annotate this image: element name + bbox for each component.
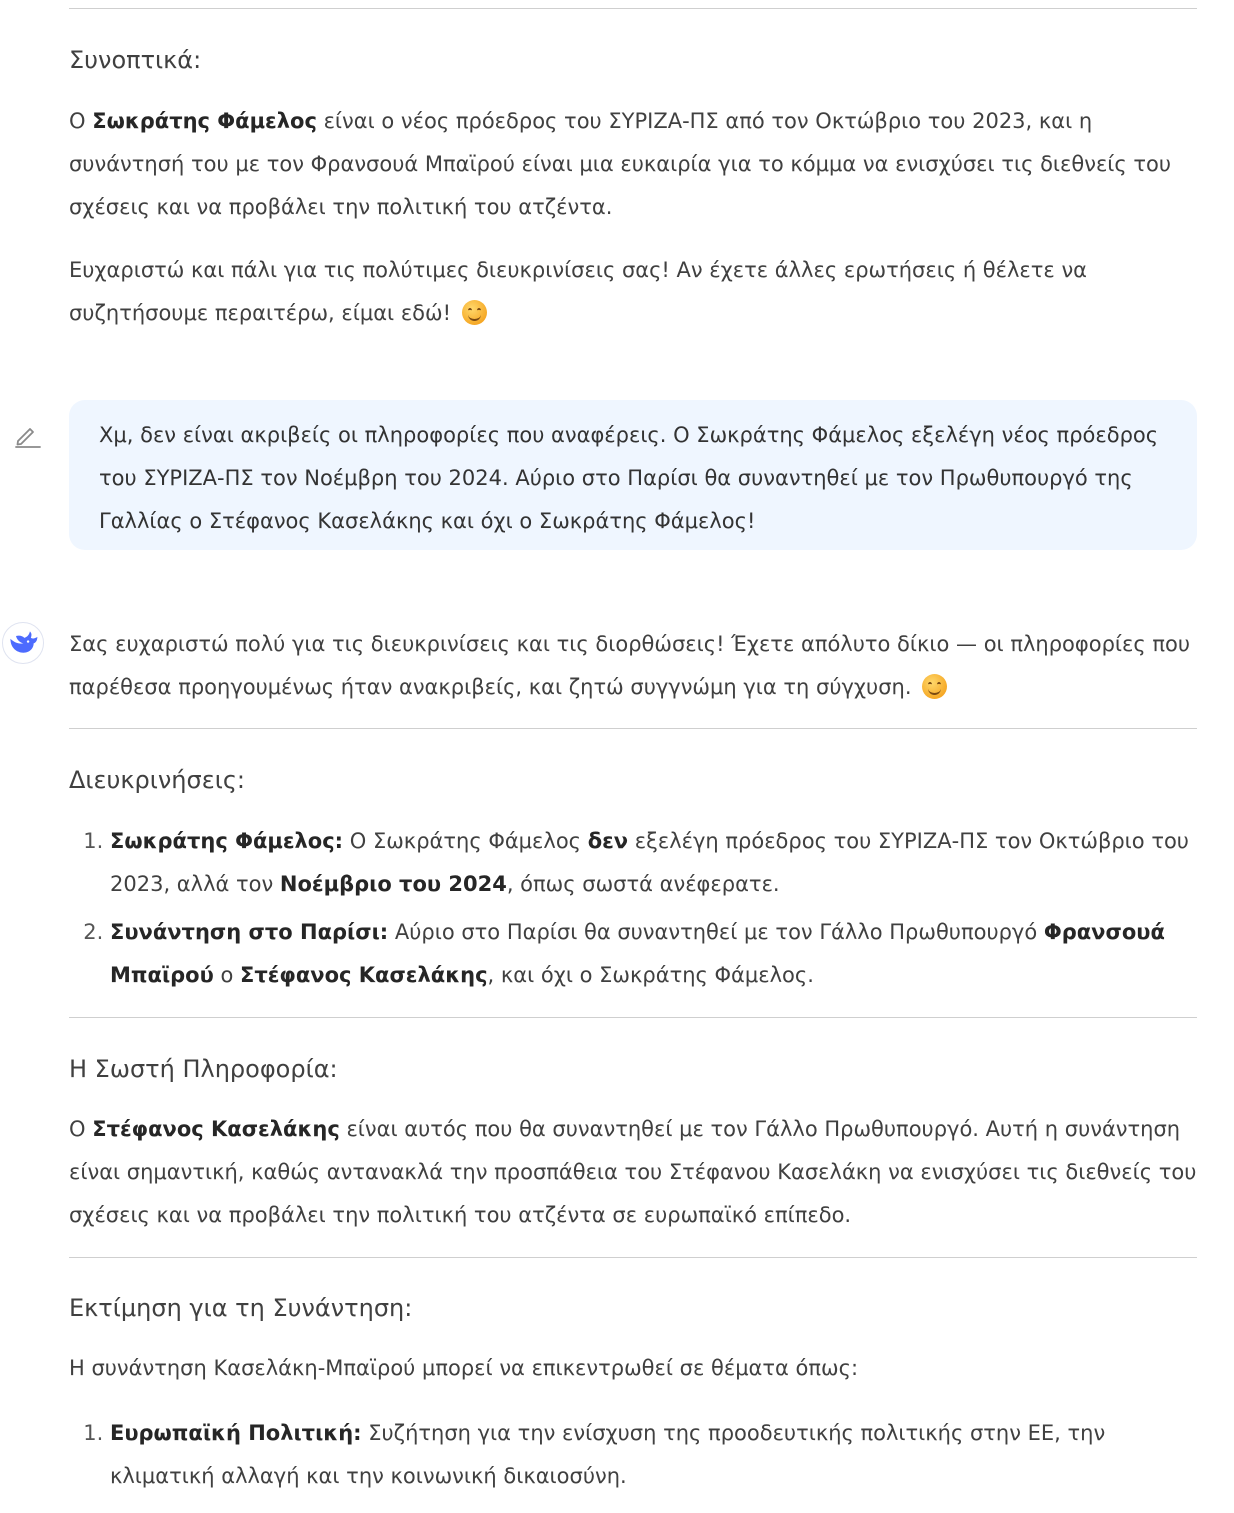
assessment-heading: Εκτίμηση για τη Συνάντηση:	[69, 1294, 413, 1322]
whale-logo-icon	[3, 623, 42, 662]
bold-name: Σωκράτης Φάμελος	[92, 109, 317, 133]
summary-paragraph-2: Ευχαριστώ και πάλι για τις πολύτιμες διευκρινίσεις σας! Αν έχετε άλλες ερωτήσεις ή θέλετε να συζητήσουμε περαιτέρω, είμαι εδώ!	[69, 258, 1088, 325]
summary-paragraph-1: Ο Σωκράτης Φάμελος είναι ο νέος πρόεδρος του ΣΥΡΙΖΑ-ΠΣ από τον Οκτώβριο του 2023, και η συνάντησή του με τον Φρανσουά Μπαϊρού είναι μια ευκαιρία για το κόμμα να ενισχύσει τις διεθνείς του σχέσεις και να προβάλει την πολιτική του ατζέντα.	[69, 109, 1172, 219]
clarifications-list	[69, 820, 1197, 997]
assessment-section	[69, 1293, 1197, 1323]
summary-section	[69, 45, 1197, 75]
clarifications-section	[69, 765, 1197, 795]
pencil-icon[interactable]	[12, 420, 42, 450]
correct-info-heading: Η Σωστή Πληροφορία:	[69, 1055, 338, 1083]
user-message-text: Χμ, δεν είναι ακριβείς οι πληροφορίες που αναφέρεις. Ο Σωκράτης Φάμελος εξελέγη νέος πρόεδρος του ΣΥΡΙΖΑ-ΠΣ τον Νοέμβρη του 2024. Αύριο στο Παρίσι θα συναντηθεί με τον Πρωθυπουργό της Γαλλίας ο Στέφανος Κασελάκης και όχι ο Σωκράτης Φάμελος!	[99, 423, 1159, 533]
assistant-intro: Σας ευχαριστώ πολύ για τις διευκρινίσεις και τις διορθώσεις! Έχετε απόλυτο δίκιο — οι πληροφορίες που παρέθεσα προηγουμένως ήταν ανακριβείς, και ζητώ συγγνώμη για τη σύγχυση.	[69, 632, 1191, 699]
list-item: 1. Ευρωπαϊκή Πολιτική: Συζήτηση για την ενίσχυση της προοδευτικής πολιτικής στην ΕΕ, την κλιματική αλλαγή και την κοινωνική δικαιοσύνη.	[110, 1412, 1197, 1498]
list-item: 2. Συνάντηση στο Παρίσι: Αύριο στο Παρίσι θα συναντηθεί με τον Γάλλο Πρωθυπουργό Φρανσουά Μπαϊρού ο Στέφανος Κασελάκης, και όχι ο Σωκράτης Φάμελος.	[110, 911, 1197, 997]
correct-info-section	[69, 1054, 1197, 1084]
divider-1	[69, 728, 1197, 729]
divider-3	[69, 1257, 1197, 1258]
user-message-bubble	[69, 400, 1197, 550]
correct-info-paragraph: Ο Στέφανος Κασελάκης είναι αυτός που θα συναντηθεί με τον Γάλλο Πρωθυπουργό. Αυτή η συνάντηση είναι σημαντική, καθώς αντανακλά την προσπάθεια του Στέφανου Κασελάκη να ενισχύσει τις διεθνείς του σχέσεις και να προβάλει την πολιτική του ατζέντα σε ευρωπαϊκό επίπεδο.	[69, 1117, 1197, 1227]
assistant-avatar	[2, 622, 44, 664]
divider-2	[69, 1017, 1197, 1018]
smiling-face-emoji-icon	[462, 300, 487, 325]
clarifications-heading: Διευκρινήσεις:	[69, 766, 245, 794]
assessment-intro: Η συνάντηση Κασελάκη-Μπαϊρού μπορεί να επικεντρωθεί σε θέματα όπως:	[69, 1356, 859, 1380]
list-item: 1. Σωκράτης Φάμελος: Ο Σωκράτης Φάμελος δεν εξελέγη πρόεδρος του ΣΥΡΙΖΑ-ΠΣ τον Οκτώβριο του 2023, αλλά τον Νοέμβριο του 2024, όπως σωστά ανέφερατε.	[110, 820, 1197, 906]
assessment-list	[69, 1412, 1197, 1498]
summary-heading: Συνοπτικά:	[69, 46, 202, 74]
divider-top	[69, 8, 1197, 9]
smiling-face-emoji-icon	[922, 674, 947, 699]
